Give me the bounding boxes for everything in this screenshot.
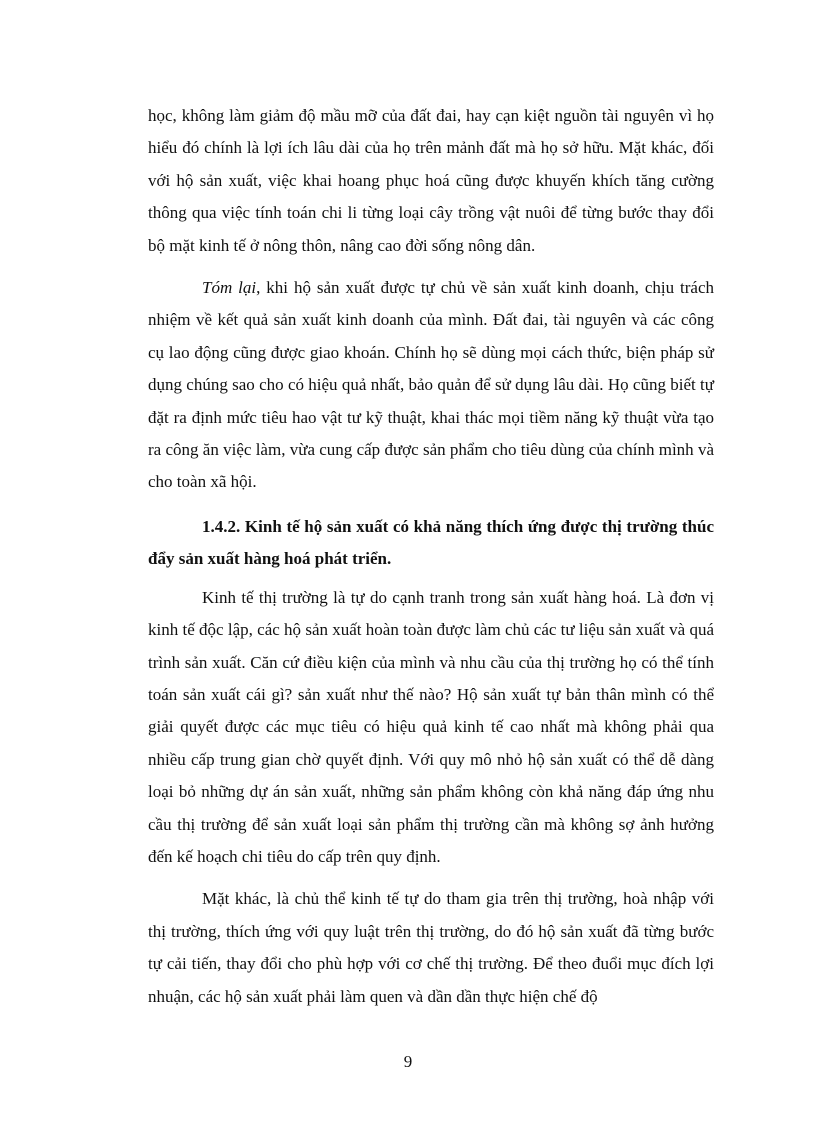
- paragraph-market-adaptation: Mặt khác, là chủ thể kinh tế tự do tham gia trên thị trường, hoà nhập với thị trường, thích ứng với quy luật trên thị trường, do đó hộ sản xuất đã từng bước tự cải tiến, thay đổi cho phù hợp với cơ chế thị trường. Để theo đuổi mục đích lợi nhuận, các hộ sản xuất phải làm quen và dần dần thực hiện chế độ: [148, 889, 714, 1006]
- summary-text: , khi hộ sản xuất được tự chủ về sản xuất kinh doanh, chịu trách nhiệm về kết quả sản xuất kinh doanh của mình. Đất đai, tài nguyên và các công cụ lao động cũng được giao khoán. Chính họ sẽ dùng mọi cách thức, biện pháp sử dụng chúng sao cho có hiệu quả nhất, bảo quản để sử dụng lâu dài. Họ cũng biết tự đặt ra định mức tiêu hao vật tư kỹ thuật, khai thác mọi tiềm năng kỹ thuật vừa tạo ra công ăn việc làm, vừa cung cấp được sản phẩm cho tiêu dùng của chính mình và cho toàn xã hội.: [148, 278, 714, 492]
- document-body: [148, 100, 714, 1023]
- paragraph-continuation: học, không làm giảm độ mầu mỡ của đất đai, hay cạn kiệt nguồn tài nguyên vì họ hiểu đó chính là lợi ích lâu dài của họ trên mảnh đất mà họ sở hữu. Mặt khác, đối với hộ sản xuất, việc khai hoang phục hoá cũng được khuyến khích tăng cường thông qua việc tính toán chi li từng loại cây trồng vật nuôi để từng bước thay đổi bộ mặt kinh tế ở nông thôn, nâng cao đời sống nông dân.: [148, 106, 714, 255]
- section-heading: 1.4.2. Kinh tế hộ sản xuất có khả năng thích ứng được thị trường thúc đẩy sản xuất hàng hoá phát triển.: [148, 516, 714, 569]
- paragraph-market-economy: Kinh tế thị trường là tự do cạnh tranh trong sản xuất hàng hoá. Là đơn vị kinh tế độc lập, các hộ sản xuất hoàn toàn được làm chủ các tư liệu sản xuất và quá trình sản xuất. Căn cứ điều kiện của mình và nhu cầu của thị trường họ có thể tính toán sản xuất cái gì? sản xuất như thế nào? Hộ sản xuất tự bản thân mình có thể giải quyết được các mục tiêu có hiệu quả kinh tế cao nhất mà không phải qua nhiều cấp trung gian chờ quyết định. Với quy mô nhỏ hộ sản xuất có thể dễ dàng loại bỏ những dự án sản xuất, những sản phẩm không còn khả năng đáp ứng nhu cầu thị trường để sản xuất loại sản phẩm thị trường cần mà không sợ ảnh hưởng đến kế hoạch chi tiêu do cấp trên quy định.: [148, 587, 714, 866]
- summary-lead-italic: Tóm lại: [202, 278, 257, 298]
- paragraph-summary: [148, 272, 714, 499]
- page-number: 9: [403, 1052, 413, 1071]
